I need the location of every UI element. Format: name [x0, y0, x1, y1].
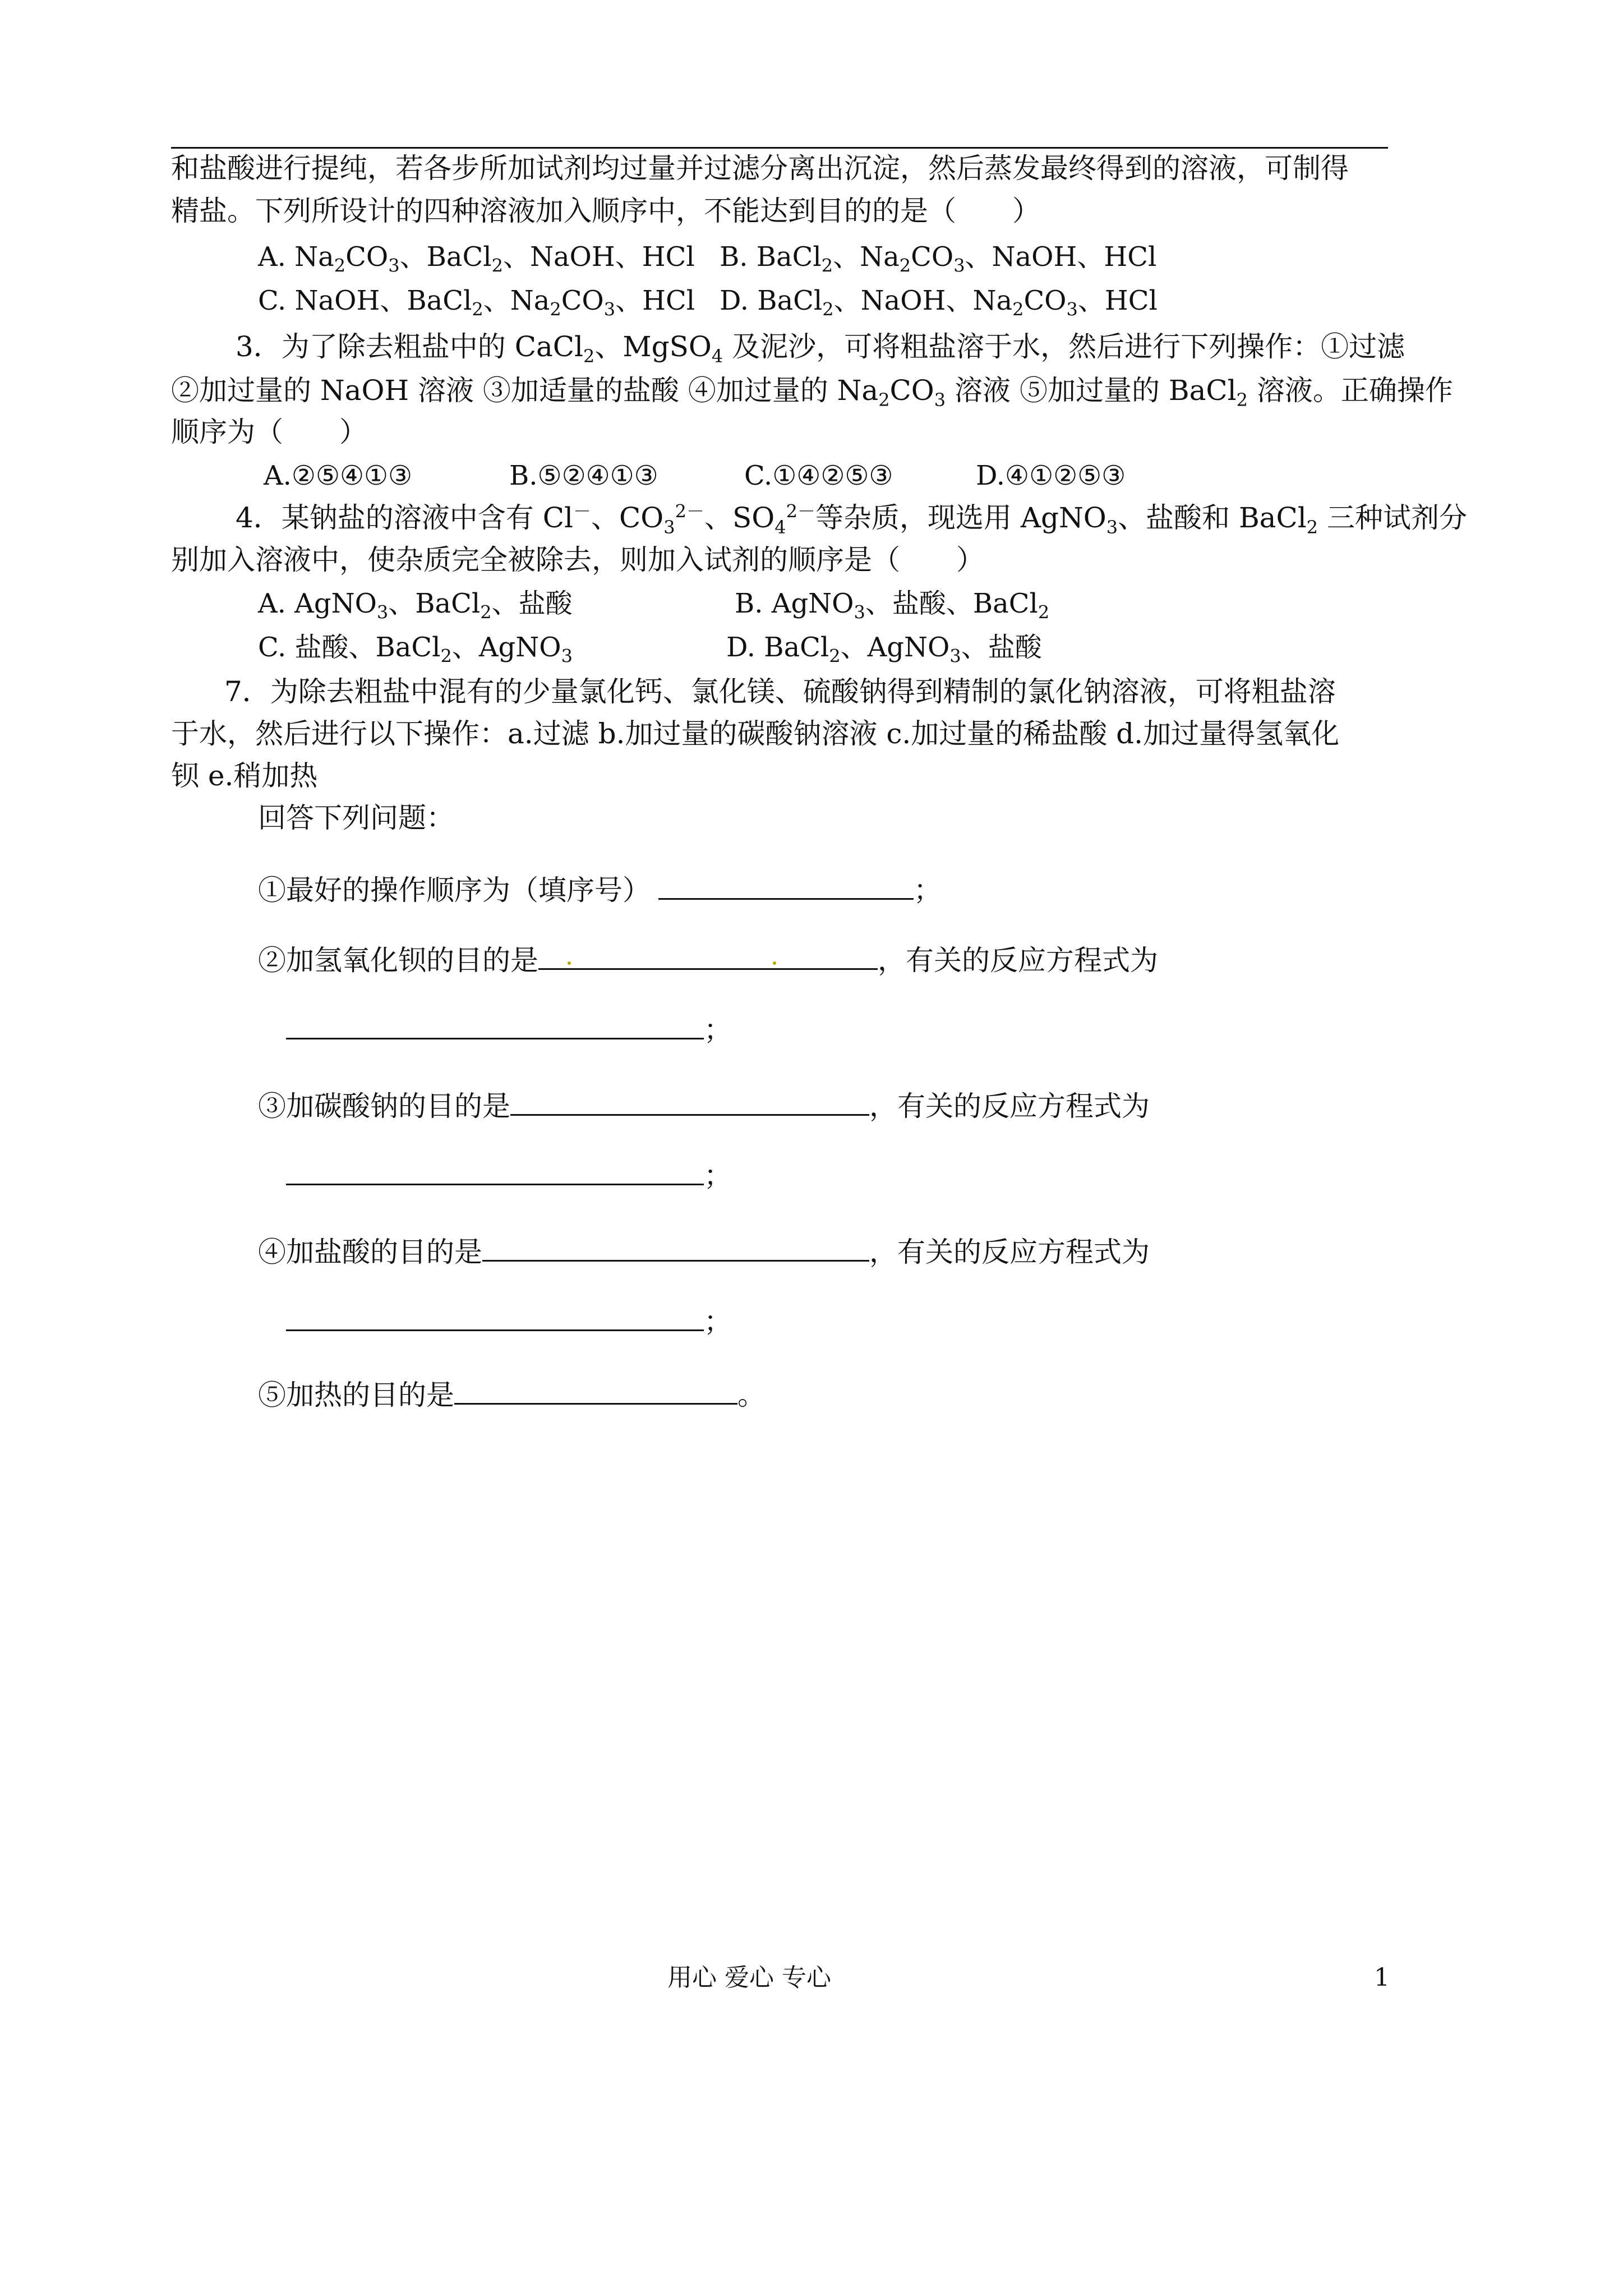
q3-option-c: C.①④②⑤③: [744, 460, 893, 491]
q7-stem-line-2: 于水，然后进行以下操作：a.过滤 b.加过量的碳酸钠溶液 c.加过量的稀盐酸 d.加过量得氢氧化: [171, 717, 1340, 750]
q7-sub-3-equation: ；: [286, 1158, 732, 1193]
q7-sub-2: ②加氢氧化钡的目的是 ，有关的反应方程式为: [258, 942, 1158, 977]
q7-sub-4-equation: ；: [286, 1304, 732, 1338]
q4-option-a: A. AgNO$_3$、BaCl$_2$、盐酸: [258, 588, 573, 623]
q4-stem-line-2: 别加入溶液中，使杂质完全被除去，则加入试剂的顺序是（ ）: [171, 544, 984, 576]
answer-blank-na2co3-equation[interactable]: [286, 1158, 704, 1185]
q2-stem-line-1: 和盐酸进行提纯，若各步所加试剂均过量并过滤分离出沉淀，然后蒸发最终得到的溶液，可制得: [171, 152, 1349, 185]
q3-option-d: D.④①②⑤③: [976, 460, 1126, 491]
q2-option-b: B. BaCl$_2$、$Na_2CO_3$、NaOH、HCl: [720, 241, 1157, 277]
header-rule: [171, 147, 1388, 149]
q3-stem-line-3: 顺序为（ ）: [171, 416, 367, 448]
q3-option-a: A.②⑤④①③: [264, 460, 413, 491]
answer-blank-heating-purpose[interactable]: [454, 1377, 737, 1405]
q7-sub-5: ⑤加热的目的是 。: [258, 1377, 766, 1412]
answer-blank-order[interactable]: [658, 872, 914, 900]
q7-stem-line-3: 钡 e.稍加热: [171, 760, 318, 792]
answer-blank-hcl-equation[interactable]: [286, 1304, 704, 1331]
q2-stem-line-2: 精盐。下列所设计的四种溶液加入顺序中，不能达到目的的是（ ）: [171, 195, 1040, 227]
q3-stem-line-2: ②加过量的 NaOH 溶液 ③加适量的盐酸 ④加过量的 $Na_2CO_3$ 溶液 ⑤加过量的 BaCl$_2$ 溶液。正确操作: [171, 374, 1453, 411]
q2-option-a: A. $Na_2CO_3$、BaCl$_2$、NaOH、HCl: [258, 241, 695, 277]
page-number: 1: [1374, 1963, 1390, 1992]
q4-stem-line-1: 4．某钠盐的溶液中含有 Cl－、$CO_3^{2-}$、$SO_4^{2-}$等杂质，现选用 AgNO$_3$、盐酸和 BaCl$_2$ 三种试剂分: [236, 500, 1468, 538]
answer-blank-hcl-purpose[interactable]: [482, 1234, 869, 1262]
answer-blank-na2co3-purpose[interactable]: [510, 1088, 869, 1116]
answer-blank-baoh2-purpose[interactable]: [538, 942, 878, 970]
q7-sub-2-equation: ；: [286, 1012, 732, 1047]
q2-option-d: D. BaCl$_2$、NaOH、$Na_2CO_3$、HCl: [720, 285, 1158, 320]
q4-option-c: C. 盐酸、BaCl$_2$、AgNO$_3$: [258, 632, 573, 667]
q7-sub-4: ④加盐酸的目的是 ，有关的反应方程式为: [258, 1234, 1150, 1269]
answer-blank-baoh2-equation[interactable]: [286, 1012, 704, 1039]
q7-stem-line-1: 7．为除去粗盐中混有的少量氯化钙、氯化镁、硫酸钠得到精制的氯化钠溶液，可将粗盐溶: [224, 675, 1336, 708]
q7-sub-1: ①最好的操作顺序为（填序号） ；: [258, 872, 942, 907]
q4-option-d: D. BaCl$_2$、AgNO$_3$、盐酸: [726, 632, 1042, 667]
q3-option-b: B.⑤②④①③: [509, 460, 658, 491]
q7-sub-3: ③加碳酸钠的目的是 ，有关的反应方程式为: [258, 1088, 1150, 1123]
q4-option-b: B. AgNO$_3$、盐酸、BaCl$_2$: [735, 588, 1050, 623]
q2-option-c: C. NaOH、BaCl$_2$、$Na_2CO_3$、HCl: [258, 285, 695, 320]
footer-slogan: 用心 爱心 专心: [667, 1963, 831, 1992]
q3-stem-line-1: 3．为了除去粗盐中的 CaCl$_2$、MgSO$_4$ 及泥沙，可将粗盐溶于水，然后进行下列操作：①过滤: [236, 330, 1405, 367]
q7-answer-prompt: 回答下列问题：: [258, 802, 454, 834]
